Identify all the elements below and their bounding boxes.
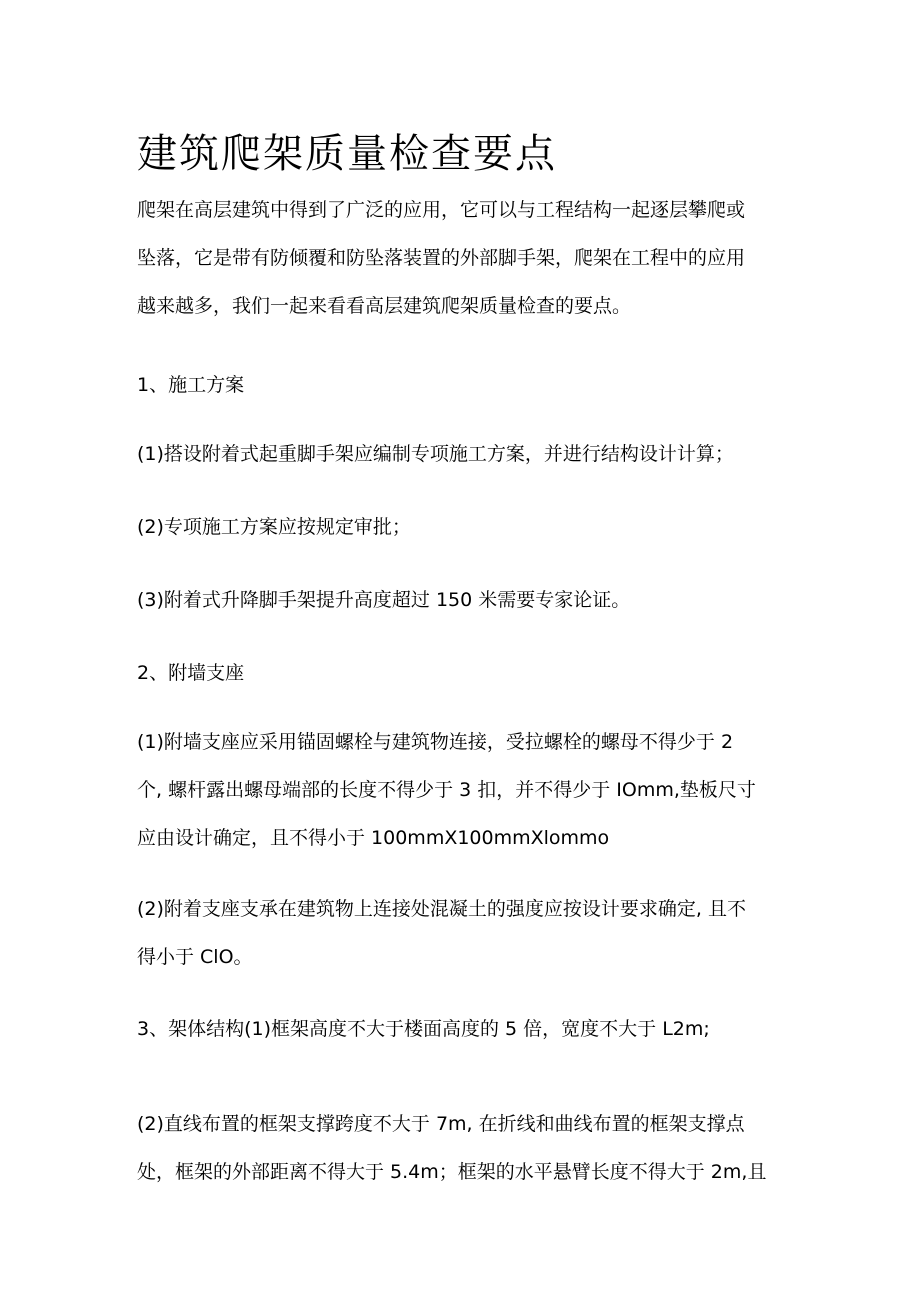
section-2-item-2-line-2: 得小于 ClO。 — [137, 946, 253, 968]
section-3-item-2-line-2: 处，框架的外部距离不得大于 5.4m；框架的水平悬臂长度不得大于 2m,且 — [137, 1161, 767, 1183]
document-title: 建筑爬架质量检查要点 — [137, 131, 557, 177]
section-2-item-1 — [137, 718, 756, 862]
section-2-item-1-line-3: 应由设计确定，且不得小于 100mmX100mmXlommo — [137, 827, 610, 849]
section-1-heading: 1、施工方案 — [137, 374, 245, 396]
section-2-item-1-line-2: 个, 螺杆露出螺母端部的长度不得少于 3 扣，并不得少于 IOmm,垫板尺寸 — [137, 779, 756, 801]
section-2-item-1-line-1: (1)附墙支座应采用锚固螺栓与建筑物连接，受拉螺栓的螺母不得少于 2 — [137, 731, 734, 753]
intro-paragraph — [137, 186, 745, 330]
section-2-item-2 — [137, 885, 746, 981]
intro-line-1: 爬架在高层建筑中得到了广泛的应用，它可以与工程结构一起逐层攀爬或 — [137, 199, 746, 221]
section-1-item-3: (3)附着式升降脚手架提升高度超过 150 米需要专家论证。 — [137, 589, 631, 611]
intro-line-3: 越来越多，我们一起来看看高层建筑爬架质量检查的要点。 — [137, 295, 632, 317]
section-3-item-2-line-1: (2)直线布置的框架支撑跨度不大于 7m, 在折线和曲线布置的框架支撑点 — [137, 1113, 745, 1135]
intro-line-2: 坠落，它是带有防倾覆和防坠落装置的外部脚手架，爬架在工程中的应用 — [137, 247, 746, 269]
section-3-item-2 — [137, 1100, 766, 1196]
section-2-heading: 2、附墙支座 — [137, 662, 245, 684]
section-3-heading: 3、架体结构(1)框架高度不大于楼面高度的 5 倍，宽度不大于 L2m; — [137, 1018, 710, 1040]
section-1-item-2: (2)专项施工方案应按规定审批； — [137, 516, 411, 538]
section-2-item-2-line-1: (2)附着支座支承在建筑物上连接处混凝土的强度应按设计要求确定, 且不 — [137, 898, 746, 920]
section-1-item-1: (1)搭设附着式起重脚手架应编制专项施工方案，并进行结构设计计算； — [137, 443, 734, 465]
